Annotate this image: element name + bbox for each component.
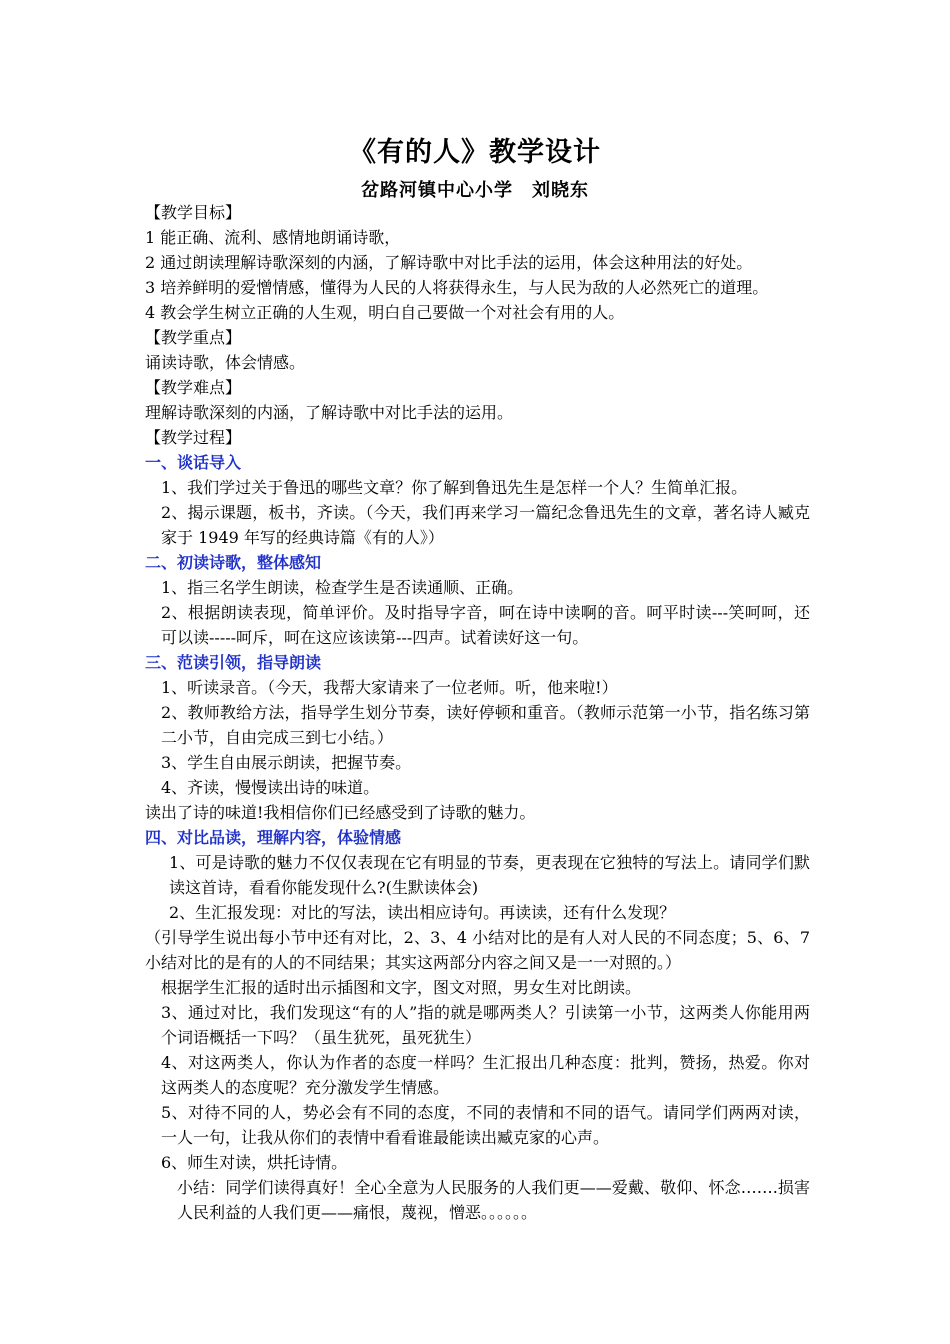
body-paragraph: 小结：同学们读得真好！全心全意为人民服务的人我们更——爱戴、敬仰、怀念…….损害人民利益的人我们更——痛恨，蔑视，憎恶。。。。。。 <box>177 1178 810 1222</box>
body-paragraph: 2 通过朗读理解诗歌深刻的内涵，了解诗歌中对比手法的运用，体会这种用法的好处。 <box>145 253 753 272</box>
body-paragraph: 1、听读录音。（今天，我帮大家请来了一位老师。听，他来啦!） <box>161 678 618 697</box>
body-paragraph: （引导学生说出每小节中还有对比，2、3、4 小结对比的是有人对人民的不同态度；5、6、7 小结对比的是有的人的不同结果；其实这两部分内容之间又是一一对照的。） <box>145 928 810 972</box>
body-paragraph: 【教学目标】 <box>145 203 242 222</box>
author-line: 岔路河镇中心小学 刘晓东 <box>361 180 589 201</box>
body-paragraph: 2、生汇报发现：对比的写法，读出相应诗句。再读读，还有什么发现？ <box>169 903 676 922</box>
body-paragraph: 4、对这两类人，你认为作者的态度一样吗？生汇报出几种态度：批判，赞扬，热爱。你对这两类人的态度呢？充分激发学生情感。 <box>161 1053 810 1097</box>
section-heading: 二、初读诗歌，整体感知 <box>145 553 322 572</box>
body-paragraph: 3、学生自由展示朗读，把握节奏。 <box>161 753 412 772</box>
body-paragraph: 1、我们学过关于鲁迅的哪些文章？你了解到鲁迅先生是怎样一个人？生简单汇报。 <box>161 478 748 497</box>
section-heading: 四、对比品读，理解内容，体验情感 <box>145 828 402 847</box>
body-paragraph: 2、揭示课题，板书，齐读。（今天，我们再来学习一篇纪念鲁迅先生的文章，著名诗人臧克家于 1949 年写的经典诗篇《有的人》） <box>161 503 810 547</box>
body-paragraph: 【教学过程】 <box>145 428 242 447</box>
body-paragraph: 1、可是诗歌的魅力不仅仅表现在它有明显的节奏，更表现在它独特的写法上。请同学们默读这首诗，看看你能发现什么?(生默读体会) <box>169 853 810 897</box>
body-paragraph: 读出了诗的味道!我相信你们已经感受到了诗歌的魅力。 <box>145 803 536 822</box>
body-paragraph: 6、师生对读，烘托诗情。 <box>161 1153 348 1172</box>
body-paragraph: 4 教会学生树立正确的人生观，明白自己要做一个对社会有用的人。 <box>145 303 625 322</box>
body-paragraph: 诵读诗歌，体会情感。 <box>145 353 306 372</box>
body-paragraph: 3、通过对比，我们发现这“有的人”指的就是哪两类人？引读第一小节，这两类人你能用两个词语概括一下吗？（虽生犹死，虽死犹生） <box>161 1003 810 1047</box>
body-paragraph: 4、齐读，慢慢读出诗的味道。 <box>161 778 380 797</box>
body-paragraph: 【教学重点】 <box>145 328 242 347</box>
body-paragraph: 3 培养鲜明的爱憎情感，懂得为人民的人将获得永生，与人民为敌的人必然死亡的道理。 <box>145 278 769 297</box>
section-heading: 三、范读引领，指导朗读 <box>145 653 322 672</box>
body-paragraph: 5、对待不同的人，势必会有不同的态度，不同的表情和不同的语气。请同学们两两对读，一人一句，让我从你们的表情中看看谁最能读出臧克家的心声。 <box>161 1103 810 1147</box>
body-paragraph: 1 能正确、流利、感情地朗诵诗歌， <box>145 228 401 247</box>
body-paragraph: 【教学难点】 <box>145 378 242 397</box>
body-paragraph: 根据学生汇报的适时出示插图和文字，图文对照，男女生对比朗读。 <box>161 978 642 997</box>
body-paragraph: 2、教师教给方法，指导学生划分节奏，读好停顿和重音。（教师示范第一小节，指名练习第二小节，自由完成三到七小结。） <box>161 703 810 747</box>
document-body <box>145 200 810 1225</box>
section-heading: 一、谈话导入 <box>145 453 242 472</box>
body-paragraph: 2、根据朗读表现，简单评价。及时指导字音，呵在诗中读啊的音。呵平时读---笑呵呵，还可以读-----呵斥，呵在这应该读第---四声。试着读好这一句。 <box>161 603 810 647</box>
document-title: 《有的人》教学设计 <box>349 137 601 168</box>
body-paragraph: 1、指三名学生朗读，检查学生是否读通顺、正确。 <box>161 578 524 597</box>
body-paragraph: 理解诗歌深刻的内涵，了解诗歌中对比手法的运用。 <box>145 403 514 422</box>
